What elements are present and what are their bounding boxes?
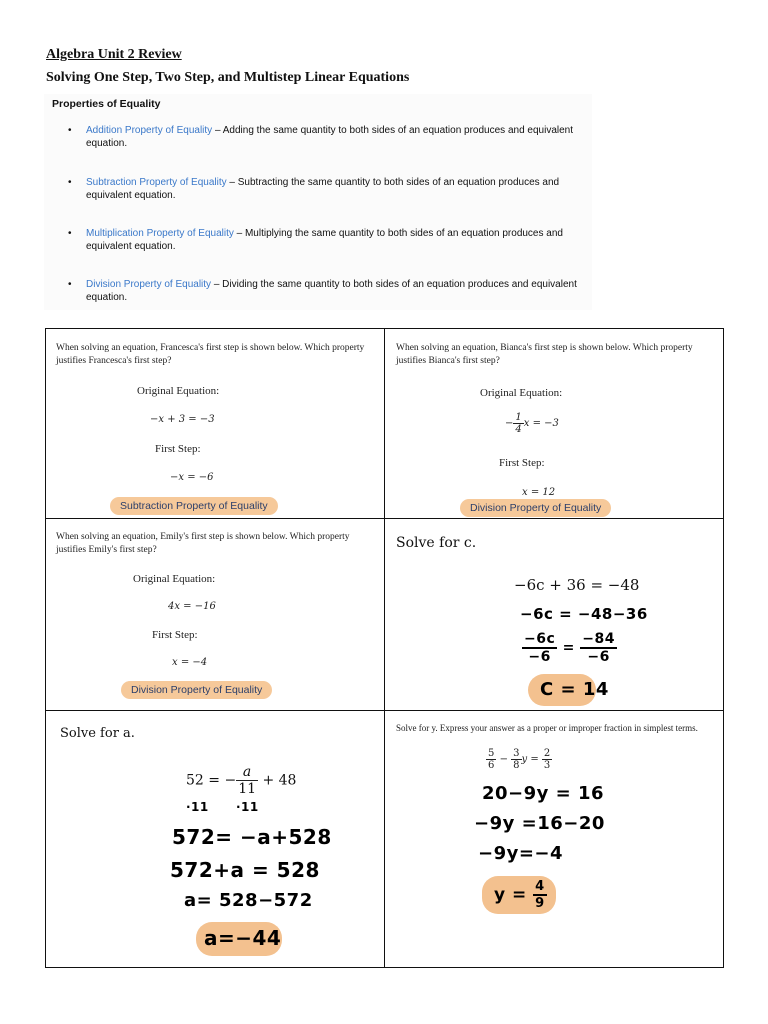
- fraction-numerator: 3: [513, 748, 520, 759]
- property-name: Subtraction Property of Equality: [86, 177, 227, 188]
- property-item: [68, 124, 586, 150]
- fraction-numerator: 2: [543, 748, 551, 759]
- equals-sign: =: [562, 640, 575, 656]
- handwritten-fraction: [522, 631, 557, 665]
- fraction-numerator: −6c: [524, 631, 556, 647]
- problem-3-orig-eq: 4x = −16: [168, 601, 216, 612]
- problem-4-answer: C = 14: [540, 679, 609, 700]
- problem-4-equation: −6c + 36 = −48: [514, 576, 640, 594]
- page-title: Algebra Unit 2 Review: [46, 47, 182, 62]
- property-name: Division Property of Equality: [86, 279, 212, 290]
- equation-fraction: [542, 748, 552, 771]
- fraction-denominator: 11: [238, 781, 257, 797]
- property-desc: – Dividing the same quantity to both sides of an equation produces and equivalent equation.: [86, 279, 577, 303]
- property-item: [68, 176, 586, 202]
- grid-divider-vertical: [384, 328, 385, 968]
- fraction-denominator: 4: [515, 424, 522, 435]
- fraction-denominator: −6: [587, 649, 610, 665]
- problem-6-work-2: −9y =16−20: [474, 813, 605, 834]
- bullet-icon: •: [68, 177, 72, 188]
- problem-5-work-1: 572= −a+528: [172, 825, 332, 849]
- problem-1-orig-label: Original Equation:: [137, 385, 220, 397]
- problem-2-step-label: First Step:: [499, 457, 545, 469]
- problem-3-question: When solving an equation, Emily's first step is shown below. Which property justifies Emily's first step?: [56, 532, 350, 555]
- equation-left: 52 = −: [186, 772, 237, 789]
- problem-6-work-3: −9y=−4: [478, 843, 564, 864]
- property-item: [68, 227, 586, 253]
- problem-6-answer: [494, 879, 547, 911]
- equation-right: + 48: [262, 772, 297, 789]
- fraction-denominator: −6: [528, 649, 551, 665]
- problem-5-work-3: a= 528−572: [184, 890, 313, 911]
- properties-title: Properties of Equality: [52, 98, 161, 110]
- problem-3-orig-label: Original Equation:: [133, 573, 216, 585]
- equation-fraction: [236, 764, 258, 797]
- grid-divider-row1: [45, 518, 724, 519]
- problem-2-orig-rest: x = −3: [523, 418, 559, 429]
- problem-1-step-eq: −x = −6: [170, 472, 214, 483]
- problem-2-answer-highlight: Division Property of Equality: [460, 499, 611, 517]
- properties-panel: [44, 94, 592, 310]
- problem-6-work-1: 20−9y = 16: [482, 783, 605, 804]
- property-desc: – Multiplying the same quantity to both sides of an equation produces and equivalent equation.: [86, 228, 563, 252]
- problem-5-work-2: 572+a = 528: [170, 858, 320, 882]
- fraction-denominator: 3: [543, 760, 551, 771]
- answer-fraction: [533, 879, 547, 911]
- property-name: Addition Property of Equality: [86, 125, 213, 136]
- problem-4-prompt: Solve for c.: [396, 535, 477, 551]
- equation-fraction: [486, 748, 496, 771]
- problem-3-answer-highlight: Division Property of Equality: [121, 681, 272, 699]
- equation-middle: y =: [521, 754, 539, 765]
- problem-1-question: When solving an equation, Francesca's first step is shown below. Which property justifies Francesca's first step?: [56, 343, 365, 366]
- bullet-icon: •: [68, 279, 72, 290]
- problem-2-fraction: [513, 412, 523, 435]
- page-subtitle: Solving One Step, Two Step, and Multistep Linear Equations: [46, 70, 410, 85]
- grid-divider-row2: [45, 710, 724, 711]
- fraction-numerator: a: [236, 764, 258, 781]
- minus-sign: −: [499, 754, 508, 765]
- handwritten-fraction: [580, 631, 617, 665]
- problem-2-orig-label: Original Equation:: [480, 387, 563, 399]
- problem-3-step-eq: x = −4: [172, 657, 208, 668]
- property-desc: – Subtracting the same quantity to both sides of an equation produces and equivalent equation.: [86, 177, 560, 201]
- equation-fraction: [511, 748, 521, 771]
- property-desc: – Adding the same quantity to both sides of an equation produces and equivalent equation.: [86, 125, 574, 149]
- property-name: Multiplication Property of Equality: [86, 228, 234, 239]
- fraction-numerator: 1: [515, 412, 522, 423]
- problem-5-equation: [186, 764, 296, 797]
- fraction-numerator: 4: [535, 879, 545, 894]
- fraction-numerator: 5: [488, 748, 495, 759]
- problem-2-orig-eq: [505, 412, 559, 435]
- fraction-denominator: 8: [513, 760, 520, 771]
- answer-variable: y =: [494, 885, 527, 905]
- fraction-denominator: 9: [535, 896, 545, 911]
- problem-4-work-2: [522, 631, 617, 665]
- bullet-icon: •: [68, 125, 72, 136]
- problem-5-answer: a=−44: [204, 926, 282, 950]
- problem-2-step-eq: x = 12: [522, 487, 556, 498]
- problem-2-question: When solving an equation, Bianca's first step is shown below. Which property justifies Bianca's first step?: [396, 343, 693, 366]
- problem-5-mult-left: ·11: [186, 800, 209, 814]
- problem-5-mult-right: ·11: [236, 800, 259, 814]
- bullet-icon: •: [68, 228, 72, 239]
- problem-1-step-label: First Step:: [155, 443, 201, 455]
- problem-3-step-label: First Step:: [152, 629, 198, 641]
- property-item: [68, 278, 586, 304]
- problem-1-answer-highlight: Subtraction Property of Equality: [110, 497, 278, 515]
- problem-4-work-1: −6c = −48−36: [520, 605, 648, 623]
- fraction-numerator: −84: [582, 631, 615, 647]
- problem-5-prompt: Solve for a.: [60, 726, 135, 741]
- problem-1-orig-eq: −x + 3 = −3: [150, 414, 215, 425]
- problem-2-orig-sign: −: [505, 418, 514, 429]
- fraction-denominator: 6: [488, 760, 495, 771]
- problem-6-equation: [486, 748, 552, 771]
- problem-6-prompt: Solve for y. Express your answer as a proper or improper fraction in simplest terms.: [396, 723, 698, 733]
